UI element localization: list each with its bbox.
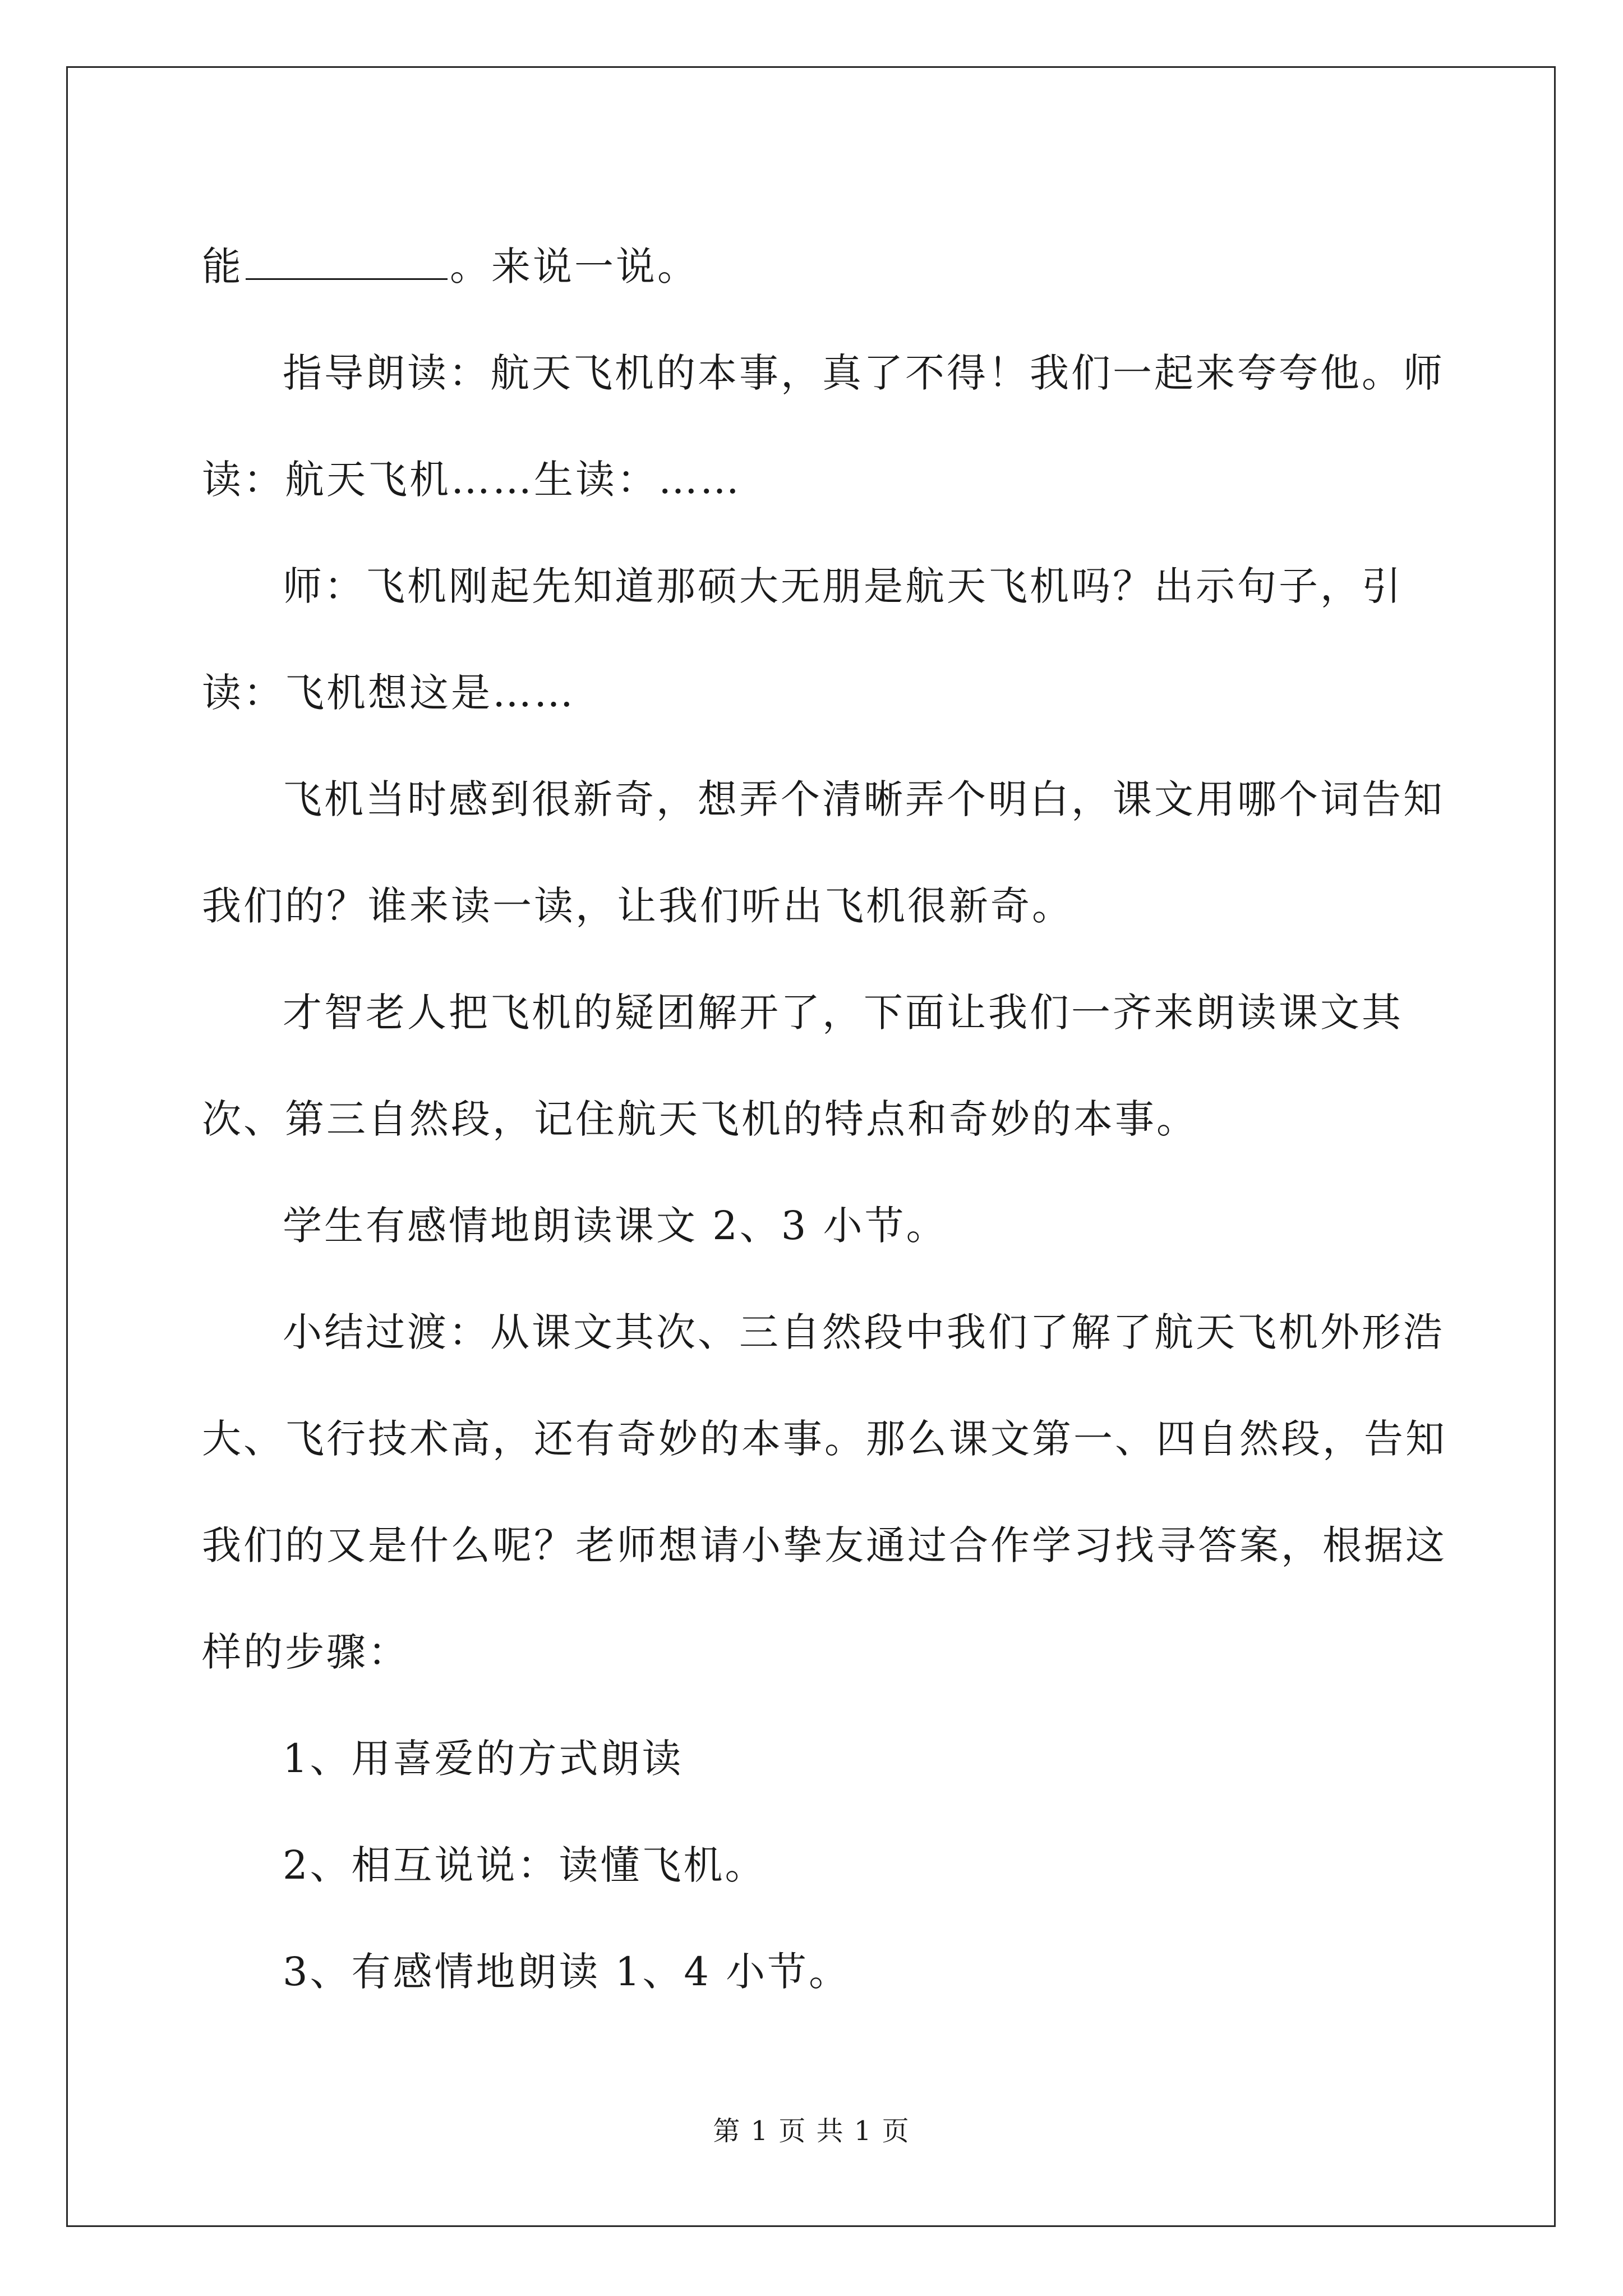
- paragraph-fill-blank: [202, 213, 1469, 320]
- page-footer: 第 1 页 共 1 页: [713, 2115, 910, 2147]
- paragraph-text-after-blank: 。来说一说。: [450, 243, 699, 289]
- paragraph-text-before-blank: 能: [202, 243, 243, 289]
- fill-in-blank-line: [246, 243, 448, 280]
- paragraph: 才智老人把飞机的疑团解开了，下面让我们一齐来朗读课文其次、第三自然段，记住航天飞机的特点和奇妙的本事。: [202, 990, 1403, 1142]
- list-item: 1、用喜爱的方式朗读: [283, 1736, 684, 1782]
- paragraph: 飞机当时感到很新奇，想弄个清晰弄个明白，课文用哪个词告知我们的？谁来读一读，让我们听出飞机很新奇。: [202, 776, 1445, 929]
- paragraph: 指导朗读：航天飞机的本事，真了不得！我们一起来夸夸他。师读：航天飞机……生读：……: [202, 350, 1445, 503]
- list-item: 3、有感情地朗读 1、4 小节。: [283, 1949, 851, 1995]
- document-body: [202, 213, 1469, 2025]
- paragraph: 学生有感情地朗读课文 2、3 小节。: [283, 1203, 948, 1249]
- paragraph: 师：飞机刚起先知道那硕大无朋是航天飞机吗？出示句子，引读：飞机想这是……: [202, 563, 1403, 716]
- list-item: 2、相互说说：读懂飞机。: [283, 1842, 767, 1888]
- paragraph: 小结过渡：从课文其次、三自然段中我们了解了航天飞机外形浩大、飞行技术高，还有奇妙的本事。那么课文第一、四自然段，告知我们的又是什么呢？老师想请小挚友通过合作学习找寻答案，根据这样的步骤：: [202, 1309, 1447, 1675]
